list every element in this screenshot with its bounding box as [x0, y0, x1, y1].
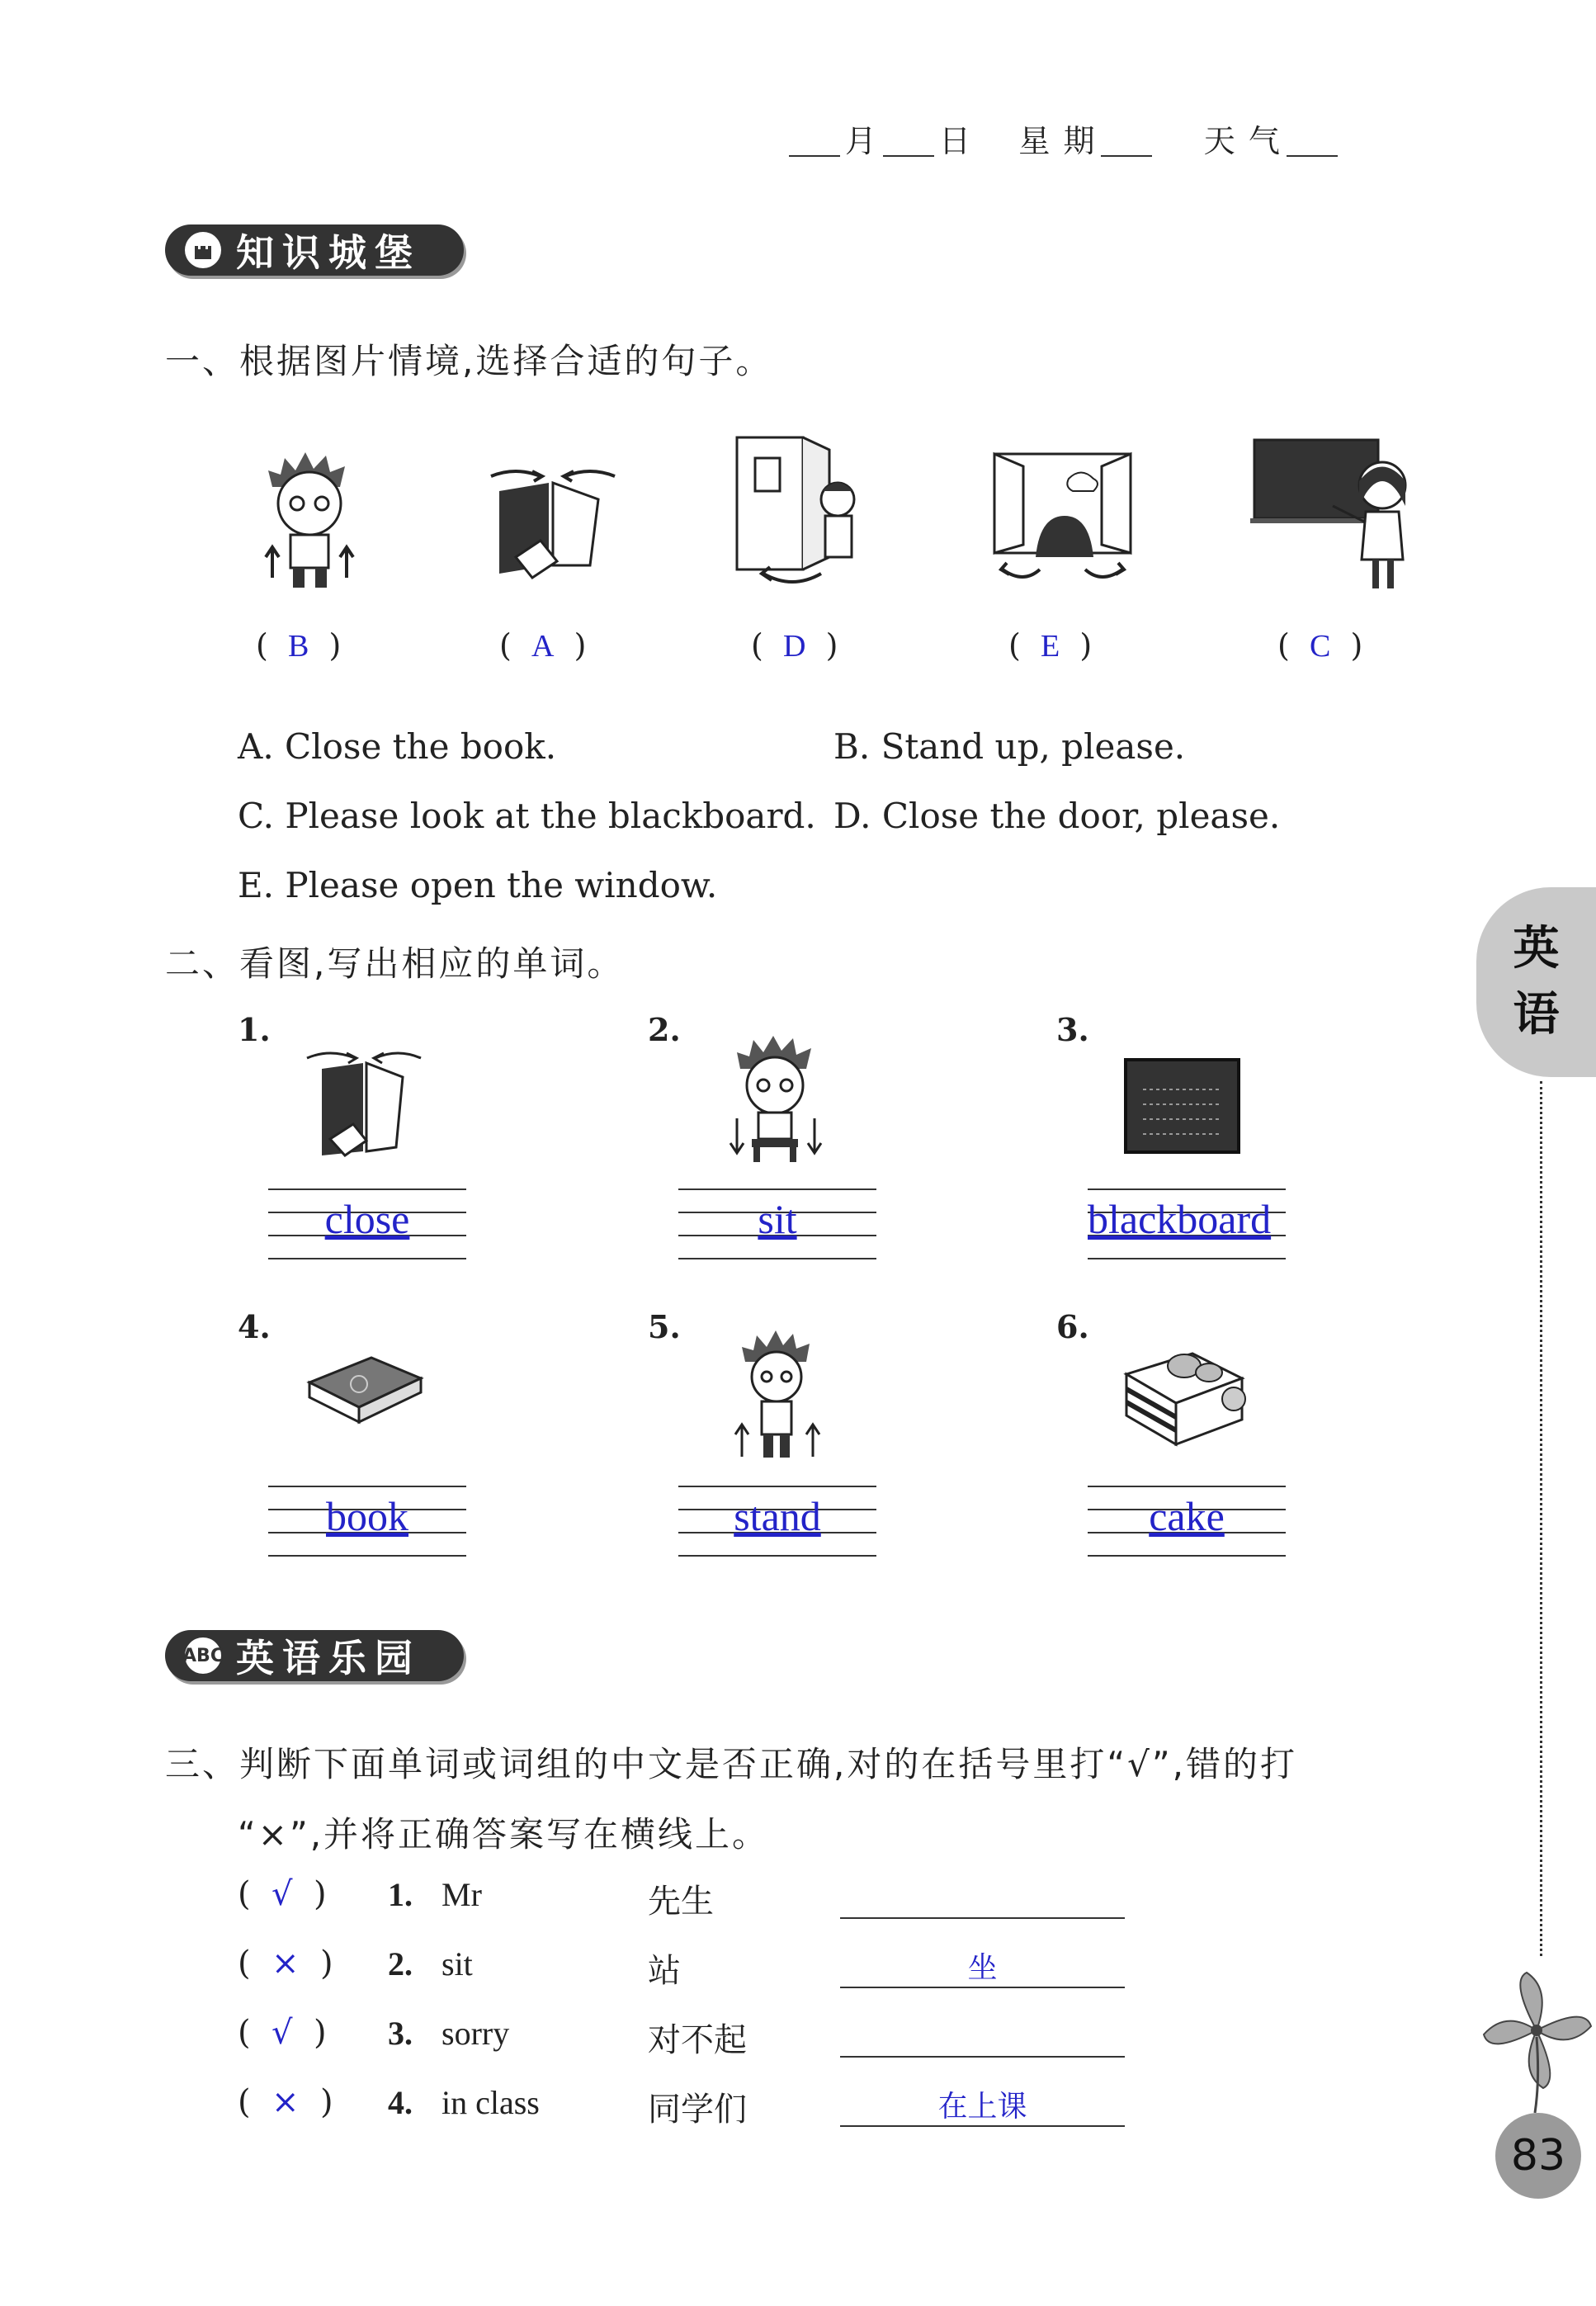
boy-standing-picture [730, 1321, 825, 1469]
option-b: B. Stand up, please. [833, 726, 1186, 767]
answer-bracket-1[interactable]: ( B ) [256, 627, 342, 664]
row-number-3: 3. [388, 2015, 413, 2052]
weather-label: 天 气 [1203, 123, 1282, 159]
chinese-meaning-4: 同学们 [648, 2091, 747, 2129]
cake-picture [1118, 1341, 1250, 1453]
mark-4: × [272, 2083, 300, 2121]
closing-door-picture [730, 433, 879, 590]
option-a: A. Close the book. [238, 726, 557, 767]
item-number-4: 4. [238, 1308, 271, 1345]
dotted-divider [1540, 1081, 1542, 1956]
row-number-2: 2. [388, 1945, 413, 1982]
blackboard-teacher-picture [1250, 436, 1415, 597]
question-3-title-line1: 三、判断下面单词或词组的中文是否正确,对的在括号里打“√”,错的打 [165, 1744, 1297, 1784]
mark-bracket-1[interactable]: ( √ ) [238, 1875, 327, 1913]
option-c: C. Please look at the blackboard. [238, 796, 816, 836]
answer-word-sit[interactable]: sit [758, 1196, 797, 1242]
subject-tab [1476, 887, 1596, 1077]
chinese-meaning-1: 先生 [648, 1883, 714, 1921]
answer-word-stand[interactable]: stand [734, 1493, 821, 1539]
answer-word-close[interactable]: close [324, 1196, 410, 1242]
judge-row-3 [238, 2014, 327, 2052]
english-word-1: Mr [441, 1876, 482, 1913]
item-number-1: 1. [238, 1011, 271, 1048]
judge-row-1 [238, 1875, 327, 1913]
boy-standing-up-picture [248, 437, 371, 590]
section-title: 知识城堡 [236, 230, 421, 275]
correction-4: 在上课 [937, 2090, 1027, 2124]
book-picture [301, 1341, 425, 1432]
answer-1: B [287, 629, 309, 664]
answer-bracket-5[interactable]: ( C ) [1277, 627, 1363, 664]
section-banner-knowledge-castle [165, 224, 464, 276]
answer-2: A [531, 629, 555, 664]
question-2-title: 二、看图,写出相应的单词。 [165, 943, 625, 984]
item-number-3: 3. [1056, 1011, 1089, 1048]
section-banner-english-garden [165, 1630, 464, 1681]
castle-icon [185, 232, 221, 268]
date-line [784, 116, 1343, 161]
section-title: 英语乐园 [236, 1636, 421, 1680]
answer-bracket-2[interactable]: ( A ) [499, 627, 587, 664]
question-1-title: 一、根据图片情境,选择合适的句子。 [165, 341, 773, 381]
mark-bracket-4[interactable]: ( × ) [238, 2083, 333, 2121]
day-label: 日 [939, 123, 973, 159]
subject-tab-char-2: 语 [1513, 988, 1560, 1042]
row-number-1: 1. [388, 1876, 413, 1913]
correction-line-1[interactable] [840, 1917, 1125, 1919]
item-number-6: 6. [1056, 1308, 1089, 1345]
correction-line-2[interactable] [840, 1987, 1125, 1988]
question-3-title-line2: “×”,并将正确答案写在横线上。 [238, 1814, 770, 1855]
answer-word-blackboard[interactable]: blackboard [1088, 1196, 1272, 1242]
option-e: E. Please open the window. [238, 865, 718, 905]
mark-2: × [272, 1945, 300, 1982]
judge-row-2 [238, 1945, 333, 1982]
answer-word-book[interactable]: book [326, 1493, 408, 1539]
answer-bracket-3[interactable]: ( D ) [751, 627, 838, 664]
correction-2: 坐 [967, 1951, 998, 1985]
close-book-small-picture [305, 1048, 425, 1164]
item-number-2: 2. [648, 1011, 681, 1048]
month-label: 月 [845, 123, 879, 159]
row-number-4: 4. [388, 2084, 413, 2121]
option-d: D. Close the door, please. [833, 796, 1281, 836]
closing-book-picture [483, 466, 623, 582]
chinese-meaning-3: 对不起 [648, 2021, 747, 2059]
subject-tab-char-1: 英 [1513, 922, 1560, 976]
answer-4: E [1040, 629, 1060, 664]
boy-sitting-picture [722, 1023, 829, 1164]
correction-line-4[interactable] [840, 2125, 1125, 2127]
opening-window-picture [986, 446, 1139, 590]
answer-word-cake[interactable]: cake [1149, 1493, 1225, 1539]
mark-bracket-2[interactable]: ( × ) [238, 1945, 333, 1982]
correction-line-3[interactable] [840, 2056, 1125, 2058]
judge-row-4 [238, 2083, 333, 2121]
mark-3: √ [272, 2014, 293, 2052]
mark-bracket-3[interactable]: ( √ ) [238, 2014, 327, 2052]
item-number-5: 5. [648, 1308, 681, 1345]
weekday-label: 星 期 [1018, 123, 1097, 159]
answer-5: C [1309, 629, 1331, 664]
page-number: 83 [1495, 2113, 1581, 2199]
english-word-4: in class [441, 2084, 540, 2121]
mark-1: √ [272, 1875, 293, 1913]
english-word-2: sit [441, 1945, 473, 1982]
windmill-flower-icon [1477, 1964, 1596, 2113]
chinese-meaning-2: 站 [648, 1952, 681, 1990]
answer-3: D [782, 629, 806, 664]
answer-bracket-4[interactable]: ( E ) [1008, 627, 1093, 664]
blackboard-small-picture [1122, 1056, 1242, 1155]
english-word-3: sorry [441, 2015, 510, 2052]
abc-icon: ABC [185, 1637, 221, 1674]
